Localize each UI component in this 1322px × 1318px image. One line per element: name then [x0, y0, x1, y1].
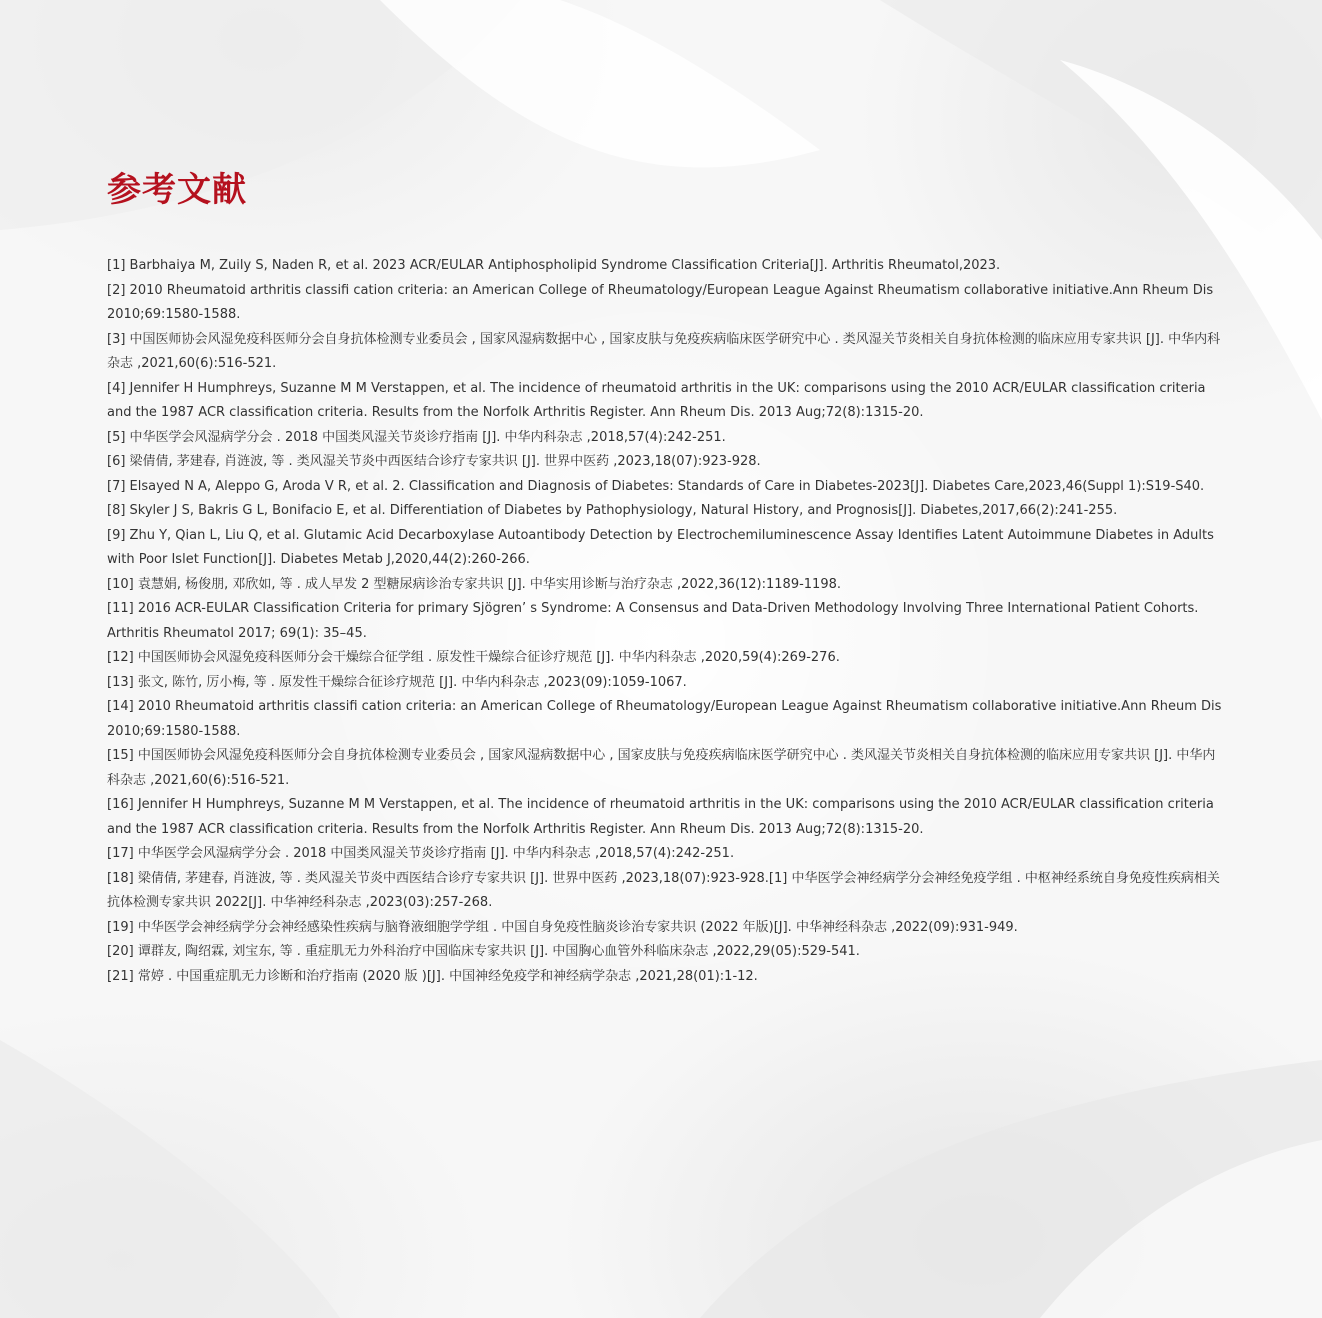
references-section — [107, 166, 1227, 989]
reference-item: [21] 常婷 . 中国重症肌无力诊断和治疗指南 (2020 版 )[J]. 中国神经免疫学和神经病学杂志 ,2021,28(01):1-12. — [107, 968, 758, 984]
reference-item: [1] Barbhaiya M, Zuily S, Naden R, et al. 2023 ACR/EULAR Antiphospholipid Syndrome Classification Criteria[J]. Arthritis Rheumatol,2023. — [107, 258, 1001, 273]
reference-item: [19] 中华医学会神经病学分会神经感染性疾病与脑脊液细胞学学组 . 中国自身免疫性脑炎诊治专家共识 (2022 年版)[J]. 中华神经科杂志 ,2022(09):931-949. — [107, 919, 1018, 935]
reference-item: [12] 中国医师协会风湿免疫科医师分会干燥综合征学组 . 原发性干燥综合征诊疗规范 [J]. 中华内科杂志 ,2020,59(4):269-276. — [107, 650, 840, 665]
reference-item: [8] Skyler J S, Bakris G L, Bonifacio E, et al. Differentiation of Diabetes by Pathophysiology, Natural History, and Prognosis[J]. Diabetes,2017,66(2):241-255. — [107, 503, 1118, 518]
reference-item: [14] 2010 Rheumatoid arthritis classifi cation criteria: an American College of Rheumatology/European League Against Rheumatism collaborative initiative.Ann Rheum Dis 2010;69:1580-1588. — [107, 699, 1222, 739]
reference-item: [5] 中华医学会风湿病学分会 . 2018 中国类风湿关节炎诊疗指南 [J]. 中华内科杂志 ,2018,57(4):242-251. — [107, 429, 726, 445]
reference-item: [2] 2010 Rheumatoid arthritis classifi cation criteria: an American College of Rheumatology/European League Against Rheumatism collaborative initiative.Ann Rheum Dis 2010;69:1580-1588. — [107, 282, 1214, 322]
reference-item: [17] 中华医学会风湿病学分会 . 2018 中国类风湿关节炎诊疗指南 [J]. 中华内科杂志 ,2018,57(4):242-251. — [107, 846, 735, 861]
reference-item: [11] 2016 ACR-EULAR Classification Criteria for primary Sjögren’ s Syndrome: A Consensus and Data-Driven Methodology Involving Three International Patient Cohorts. Arthritis Rheumatol 2017; 69(1): 35–45. — [107, 601, 1199, 641]
reference-item: [6] 梁倩倩, 茅建春, 肖涟波, 等 . 类风湿关节炎中西医结合诊疗专家共识 [J]. 世界中医药 ,2023,18(07):923-928. — [107, 454, 761, 469]
reference-item: [16] Jennifer H Humphreys, Suzanne M M Verstappen, et al. The incidence of rheumatoid arthritis in the UK: comparisons using the 2010 ACR/EULAR classification criteria and the 1987 ACR classification criteria. Results from the Norfolk Arthritis Register. Ann Rheum Dis. 2013 Aug;72(8):1315-20. — [107, 797, 1214, 837]
reference-item: [15] 中国医师协会风湿免疫科医师分会自身抗体检测专业委员会 , 国家风湿病数据中心 , 国家皮肤与免疫疾病临床医学研究中心 . 类风湿关节炎相关自身抗体检测的临床应用专家共识 [J]. 中华内科杂志 ,2021,60(6):516-521. — [107, 748, 1216, 788]
page-title: 参考文献 — [107, 170, 247, 210]
reference-item: [7] Elsayed N A, Aleppo G, Aroda V R, et al. 2. Classification and Diagnosis of Diabetes: Standards of Care in Diabetes-2023[J]. Diabetes Care,2023,46(Suppl 1):S19-S40. — [107, 478, 1205, 494]
reference-item: [4] Jennifer H Humphreys, Suzanne M M Verstappen, et al. The incidence of rheumatoid arthritis in the UK: comparisons using the 2010 ACR/EULAR classification criteria and the 1987 ACR classification criteria. Results from the Norfolk Arthritis Register. Ann Rheum Dis. 2013 Aug;72(8):1315-20. — [107, 380, 1206, 420]
reference-item: [20] 谭群友, 陶绍霖, 刘宝东, 等 . 重症肌无力外科治疗中国临床专家共识 [J]. 中国胸心血管外科临床杂志 ,2022,29(05):529-541. — [107, 944, 860, 959]
reference-item: [13] 张文, 陈竹, 厉小梅, 等 . 原发性干燥综合征诊疗规范 [J]. 中华内科杂志 ,2023(09):1059-1067. — [107, 674, 687, 690]
reference-item: [10] 袁慧娟, 杨俊朋, 邓欣如, 等 . 成人早发 2 型糖尿病诊治专家共识 [J]. 中华实用诊断与治疗杂志 ,2022,36(12):1189-1198. — [107, 576, 841, 592]
reference-list — [107, 254, 1227, 989]
reference-item: [9] Zhu Y, Qian L, Liu Q, et al. Glutamic Acid Decarboxylase Autoantibody Detection by Electrochemiluminescence Assay Identifies Latent Autoimmune Diabetes in Adults with Poor Islet Function[J]. Diabetes Metab J,2020,44(2):260-266. — [107, 527, 1214, 567]
reference-item: [18] 梁倩倩, 茅建春, 肖涟波, 等 . 类风湿关节炎中西医结合诊疗专家共识 [J]. 世界中医药 ,2023,18(07):923-928.[1] 中华医学会神经病学分会神经免疫学组 . 中枢神经系统自身免疫性疾病相关抗体检测专家共识 2022[J]. 中华神经科杂志 ,2023(03):257-268. — [107, 870, 1220, 910]
reference-item: [3] 中国医师协会风湿免疫科医师分会自身抗体检测专业委员会 , 国家风湿病数据中心 , 国家皮肤与免疫疾病临床医学研究中心 . 类风湿关节炎相关自身抗体检测的临床应用专家共识 [J]. 中华内科杂志 ,2021,60(6):516-521. — [107, 331, 1221, 371]
